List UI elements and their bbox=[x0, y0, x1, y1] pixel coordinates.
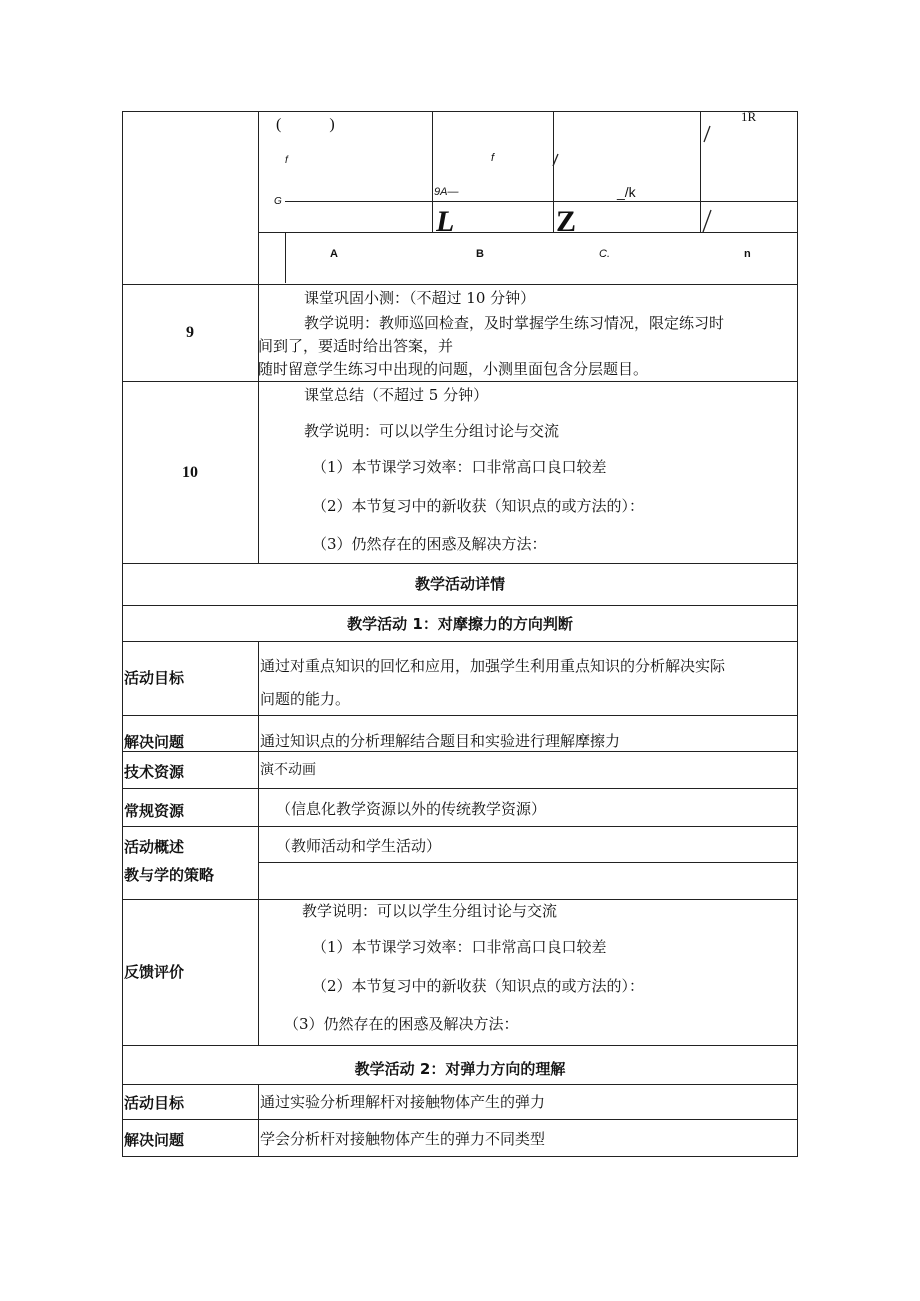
activity-1-goal-line-1: 通过对重点知识的回忆和应用，加强学生利用重点知识的分析解决实际 bbox=[260, 657, 726, 675]
activity-1-goal-label: 活动目标 bbox=[124, 669, 185, 687]
figure-option-b: B bbox=[476, 248, 484, 260]
figure-big-l: L bbox=[436, 205, 455, 232]
figure-paren: ( ) bbox=[276, 116, 357, 133]
activity-2-goal-value: 通过实验分析理解杆对接触物体产生的弹力 bbox=[260, 1093, 546, 1111]
activity-1-feedback-line-2: （1）本节课学习效率：口非常高口良口较差 bbox=[312, 938, 607, 956]
activity-2-problem-label: 解决问题 bbox=[124, 1131, 185, 1149]
figure-slash-2 bbox=[704, 126, 710, 142]
activity-1-problem-value: 通过知识点的分析理解结合题目和实验进行理解摩擦力 bbox=[260, 732, 621, 750]
activity-1-regular-label: 常规资源 bbox=[124, 802, 185, 820]
row-9-line-3: 间到了，要适时给出答案，并 bbox=[258, 337, 454, 355]
row-9-line-1: 课堂巩固小测：（不超过 10 分钟） bbox=[304, 289, 536, 307]
figure-option-c: C. bbox=[599, 248, 610, 260]
activity-1-title: 教学活动 1：对摩擦力的方向判断 bbox=[347, 615, 573, 633]
figure-option-a: A bbox=[330, 248, 338, 260]
section-title: 教学活动详情 bbox=[414, 575, 505, 593]
row-10-line-5: （3）仍然存在的困惑及解决方法： bbox=[312, 535, 547, 553]
figure-label-f-left: f bbox=[285, 155, 288, 166]
activity-1-goal-line-2: 问题的能力。 bbox=[260, 690, 351, 708]
activity-1-regular-value: （信息化教学资源以外的传统教学资源） bbox=[276, 800, 547, 818]
activity-1-feedback-label: 反馈评价 bbox=[124, 963, 185, 981]
row-9-line-2: 教学说明：教师巡回检查，及时掌握学生练习情况，限定练习时 bbox=[304, 314, 725, 332]
row-10-line-4: （2）本节复习中的新收获（知识点的或方法的）： bbox=[312, 497, 645, 515]
activity-1-overview-label: 活动概述 bbox=[124, 838, 185, 856]
activity-2-title: 教学活动 2：对弹力方向的理解 bbox=[354, 1060, 566, 1078]
row-10-line-1: 课堂总结（不超过 5 分钟） bbox=[304, 386, 489, 404]
row-10-number: 10 bbox=[182, 464, 198, 481]
figure-option-d: n bbox=[744, 248, 751, 260]
row-10-line-2: 教学说明：可以以学生分组讨论与交流 bbox=[304, 422, 560, 440]
figure-label-9a: 9A— bbox=[434, 186, 459, 198]
activity-1-overview-value: （教师活动和学生活动） bbox=[276, 837, 442, 855]
figure-label-k: _/k bbox=[617, 184, 636, 200]
figure-slash-3 bbox=[703, 210, 711, 232]
figure-big-z: Z bbox=[556, 205, 577, 232]
figure-label-g: G bbox=[274, 196, 282, 207]
row-9-number: 9 bbox=[186, 324, 194, 341]
activity-2-problem-value: 学会分析杆对接触物体产生的弹力不同类型 bbox=[260, 1130, 546, 1148]
figure-label-f-mid: f bbox=[491, 152, 495, 164]
activity-1-problem-label: 解决问题 bbox=[124, 733, 185, 751]
row-10-line-3: （1）本节课学习效率：口非常高口良口较差 bbox=[312, 458, 607, 476]
activity-1-tech-value: 演不动画 bbox=[260, 762, 316, 778]
activity-1-strategy-label: 教与学的策略 bbox=[124, 866, 215, 884]
activity-1-feedback-line-1: 教学说明：可以以学生分组讨论与交流 bbox=[302, 902, 558, 920]
activity-1-feedback-line-3: （2）本节复习中的新收获（知识点的或方法的）： bbox=[312, 977, 645, 995]
row-9-line-4: 随时留意学生练习中出现的问题，小测里面包含分层题目。 bbox=[258, 360, 649, 378]
figure-top-right-label: 1R bbox=[741, 109, 757, 124]
activity-1-tech-label: 技术资源 bbox=[124, 763, 185, 781]
activity-2-goal-label: 活动目标 bbox=[124, 1094, 185, 1112]
activity-1-feedback-line-4: （3）仍然存在的困惑及解决方法： bbox=[284, 1015, 519, 1033]
